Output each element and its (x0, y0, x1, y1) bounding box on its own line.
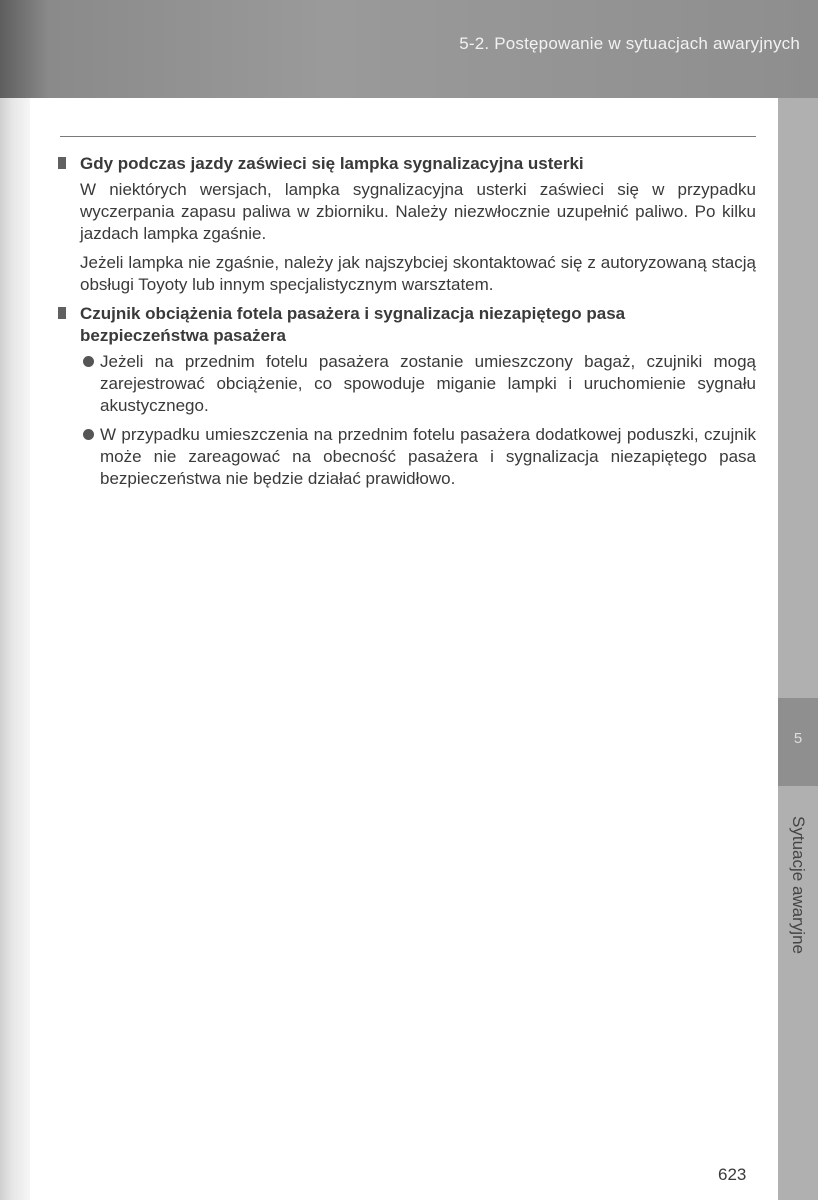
square-bullet-icon (58, 157, 66, 169)
header-title: 5-2. Postępowanie w sytuacjach awaryjnych (459, 34, 800, 53)
header-rule (60, 136, 756, 137)
chapter-tab (778, 698, 818, 786)
section-heading: Gdy podczas jazdy zaświeci się lampka sygnalizacyjna usterki (80, 154, 584, 173)
bullet-list (80, 351, 756, 490)
section-heading: Czujnik obciążenia fotela pasażera i sygnalizacja niezapiętego pasa bezpieczeństwa pasażera (80, 304, 626, 345)
page-number: 623 (718, 1165, 747, 1184)
page-header (0, 0, 818, 98)
binding-edge (0, 0, 30, 1200)
square-bullet-icon (58, 307, 66, 319)
list-item-text: Jeżeli na przednim fotelu pasażera zostanie umieszczony bagaż, czujniki mogą zarejestrować obciążenie, co spowoduje miganie lampki i uruchomienie sygnału akustycznego. (100, 352, 756, 415)
chapter-number: 5 (793, 730, 803, 747)
round-bullet-icon (83, 429, 94, 440)
paragraph: Jeżeli lampka nie zgaśnie, należy jak najszybciej skontaktować się z autoryzowaną stacją obsługi Toyoty lub innym specjalistycznym warsztatem. (80, 253, 756, 294)
section-warning-lamp (80, 153, 756, 296)
paragraph: W niektórych wersjach, lampka sygnalizacyjna usterki zaświeci się w przypadku wyczerpania zapasu paliwa w zbiorniku. Należy niezwłocznie uzupełnić paliwo. Po kilku jazdach lampka zgaśnie. (80, 180, 756, 243)
main-content (80, 153, 756, 497)
list-item (80, 351, 756, 417)
list-item-text: W przypadku umieszczenia na przednim fotelu pasażera dodatkowej poduszki, czujnik może nie zareagować na obecność pasażera i sygnalizacja niezapiętego pasa bezpieczeństwa nie będzie działać prawidłowo. (100, 425, 756, 488)
list-item (80, 424, 756, 490)
section-seat-sensor (80, 303, 756, 490)
chapter-label: Sytuacje awaryjne (789, 816, 808, 954)
round-bullet-icon (83, 356, 94, 367)
side-strip (778, 98, 818, 1200)
